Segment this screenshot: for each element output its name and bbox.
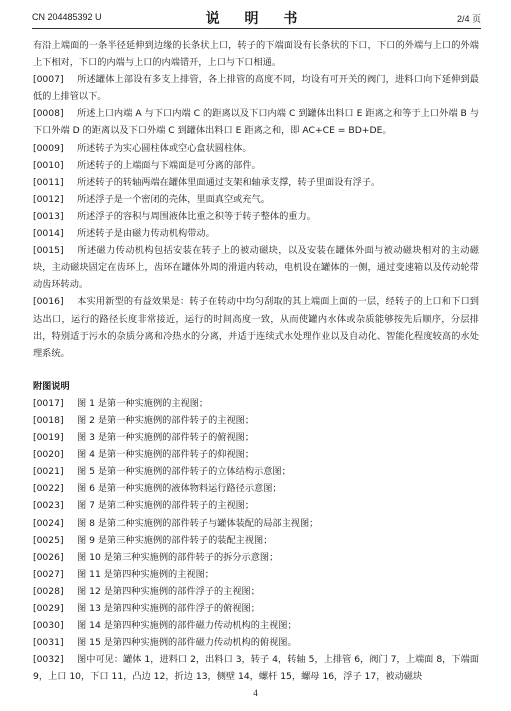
- paragraph-number: [0019]: [33, 432, 64, 444]
- paragraph-text: 所述转子为实心圆柱体或空心盒状圆柱体。: [77, 142, 252, 154]
- paragraph: [33, 37, 479, 71]
- paragraph-text: 所述浮子是一个密闭的壳体，里面真空或充气。: [77, 193, 270, 205]
- page-title: 说 明 书: [205, 11, 308, 27]
- paragraph-number: [0017]: [33, 397, 64, 409]
- page-number: 4: [253, 688, 258, 698]
- paragraph-number: [0013]: [33, 210, 64, 222]
- paragraph: [33, 242, 479, 293]
- paragraph: [33, 293, 479, 361]
- paragraphs-figures: [33, 395, 479, 686]
- paragraph-text: 本实用新型的有益效果是：转子在转动中均匀刮取的其上端面上面的一层，经转子的上口和下口到达出口，运行的路径长度非常接近，运行的时间高度一致，从而使罐内水体或杂质能够按先后顺序，分层排出，特别适于污水的杂质分离和冷热水的分离，并适于连续式水处理作业以及自动化、智能化程度较高的水处理系统。: [33, 296, 479, 359]
- paragraph: [33, 651, 479, 685]
- paragraph-text: 图中可见：罐体 1，进料口 2，出料口 3，转子 4，转轴 5，上排管 6，阀门 7，上端面 8，下端面 9，上口 10，下口 11，凸边 12，折边 13，侧壁 14，螺杆 15，螺母 16，浮子 17，被动磁块: [33, 654, 479, 683]
- paragraph: [33, 480, 479, 497]
- paragraph-text: 有沿上端面的一条半径延伸到边缘的长条状上口，转子的下端面设有长条状的下口，下口的外端与上口的外端上下相对，下口的内端与上口的内端错开，上口与下口相通。: [33, 40, 479, 69]
- paragraph: [33, 208, 479, 225]
- paragraph-number: [0010]: [33, 159, 64, 171]
- paragraph-number: [0023]: [33, 500, 64, 512]
- paragraph-text: 图 11 是第四种实施例的主视图；: [77, 568, 214, 580]
- paragraph-text: 图 2 是第一种实施例的部件转子的主视图；: [77, 414, 255, 426]
- paragraph-text: 图 14 是第四种实施例的部件磁力传动机构的主视图；: [77, 620, 297, 632]
- paragraphs-top: [33, 37, 479, 362]
- paragraph: [33, 191, 479, 208]
- paragraph-text: 所述转子是由磁力传动机构带动。: [77, 228, 215, 240]
- page-header: [32, 6, 481, 29]
- paragraph: [33, 617, 479, 634]
- paragraph-number: [0015]: [33, 245, 64, 257]
- paragraph-number: [0022]: [33, 483, 64, 495]
- paragraph-number: [0016]: [33, 296, 64, 308]
- paragraph-text: 图 15 是第四种实施例的部件磁力传动机构的俯视图。: [77, 637, 297, 649]
- paragraph: [33, 634, 479, 651]
- paragraph: [33, 174, 479, 191]
- page-indicator: 2/4 页: [456, 14, 481, 24]
- paragraph-number: [0028]: [33, 585, 64, 597]
- paragraph-text: 图 3 是第一种实施例的部件转子的俯视图；: [77, 432, 255, 444]
- paragraph: [33, 71, 479, 105]
- paragraph-number: [0025]: [33, 534, 64, 546]
- paragraph-text: 图 8 是第二种实施例的部件转子与罐体装配的局部主视图；: [77, 517, 319, 529]
- paragraph-text: 所述罐体上部设有多支上排管，各上排管的高度不同，均设有可开关的阀门，进料口向下延伸到最低的上排管以下。: [33, 74, 479, 103]
- paragraph-text: 图 6 是第一种实施例的液体物料运行路径示意图；: [77, 483, 282, 495]
- paragraph-number: [0008]: [33, 108, 64, 120]
- paragraph: [33, 566, 479, 583]
- paragraph: [33, 600, 479, 617]
- paragraph-number: [0007]: [33, 74, 64, 86]
- paragraph: [33, 395, 479, 412]
- paragraph: [33, 497, 479, 514]
- paragraph-number: [0029]: [33, 603, 64, 614]
- paragraph-number: [0012]: [33, 193, 64, 205]
- paragraph: [33, 515, 479, 532]
- paragraph-number: [0027]: [33, 568, 64, 580]
- paragraph-text: 图 12 是第四种实施例的部件浮子的主视图；: [77, 585, 260, 597]
- paragraph: [33, 140, 479, 157]
- paragraph-number: [0024]: [33, 517, 64, 529]
- paragraph-number: [0020]: [33, 449, 64, 461]
- paragraph: [33, 446, 479, 463]
- paragraph-text: 所述磁力传动机构包括安装在转子上的被动磁块，以及安装在罐体外面与被动磁块相对的主动磁块，主动磁块固定在齿环上，齿环在罐体外周的滑道内转动，电机设在罐体的一侧，通过变速箱以及传动轮带动齿环转动。: [33, 245, 479, 291]
- paragraph-number: [0018]: [33, 414, 64, 426]
- paragraph-number: [0011]: [33, 176, 64, 188]
- paragraph-text: 图 1 是第一种实施例的主视图；: [77, 397, 209, 409]
- paragraph-number: [0030]: [33, 620, 64, 632]
- section-title: 附图说明: [33, 380, 70, 392]
- paragraph-number: [0021]: [33, 466, 64, 478]
- paragraph: [33, 105, 479, 139]
- paragraph-text: 图 4 是第一种实施例的部件转子的仰视图；: [77, 449, 255, 461]
- paragraph-text: 图 7 是第二种实施例的部件转子的主视图；: [77, 500, 255, 512]
- paragraph-number: [0026]: [33, 551, 64, 563]
- paragraph: [33, 463, 479, 480]
- paragraph: [33, 157, 479, 174]
- paragraph-number: [0009]: [33, 142, 64, 154]
- paragraph-number: [0031]: [33, 637, 64, 649]
- paragraph-number: [0032]: [33, 654, 64, 666]
- paragraph-text: 图 10 是第三种实施例的部件转子的拆分示意图；: [77, 551, 279, 563]
- paragraph-number: [0014]: [33, 228, 64, 240]
- paragraph-text: 所述转子的上端面与下端面是可分离的部件。: [77, 159, 261, 171]
- paragraph: [33, 412, 479, 429]
- paragraph-text: 所述上口内端 A 与下口内端 C 的距离以及下口内端 C 到罐体出料口 E 距离之和等于上口外端 B 与下口外端 D 的距离以及下口外端 C 到罐体出料口 E 距离之和，即 AC+CE = BD+DE。: [33, 108, 479, 137]
- document-body: [33, 37, 479, 685]
- paragraph: [33, 532, 479, 549]
- paragraph-text: 所述浮子的容积与周围液体比重之积等于转子整体的重力。: [77, 210, 316, 222]
- doc-number: CN 204485392 U: [32, 12, 102, 22]
- paragraph-text: 图 5 是第一种实施例的部件转子的立体结构示意图；: [77, 466, 291, 478]
- paragraph-text: 图 13 是第四种实施例的部件浮子的俯视图；: [77, 603, 260, 614]
- paragraph: [33, 549, 479, 566]
- section-spacer: [33, 362, 479, 378]
- paragraph: [33, 225, 479, 242]
- paragraph: [33, 583, 479, 600]
- paragraph: [33, 429, 479, 446]
- paragraph-text: 图 9 是第三种实施例的部件转子的装配主视图；: [77, 534, 273, 546]
- paragraph-text: 所述转子的转轴两端在罐体里面通过支架和轴承支撑，转子里面设有浮子。: [77, 176, 381, 188]
